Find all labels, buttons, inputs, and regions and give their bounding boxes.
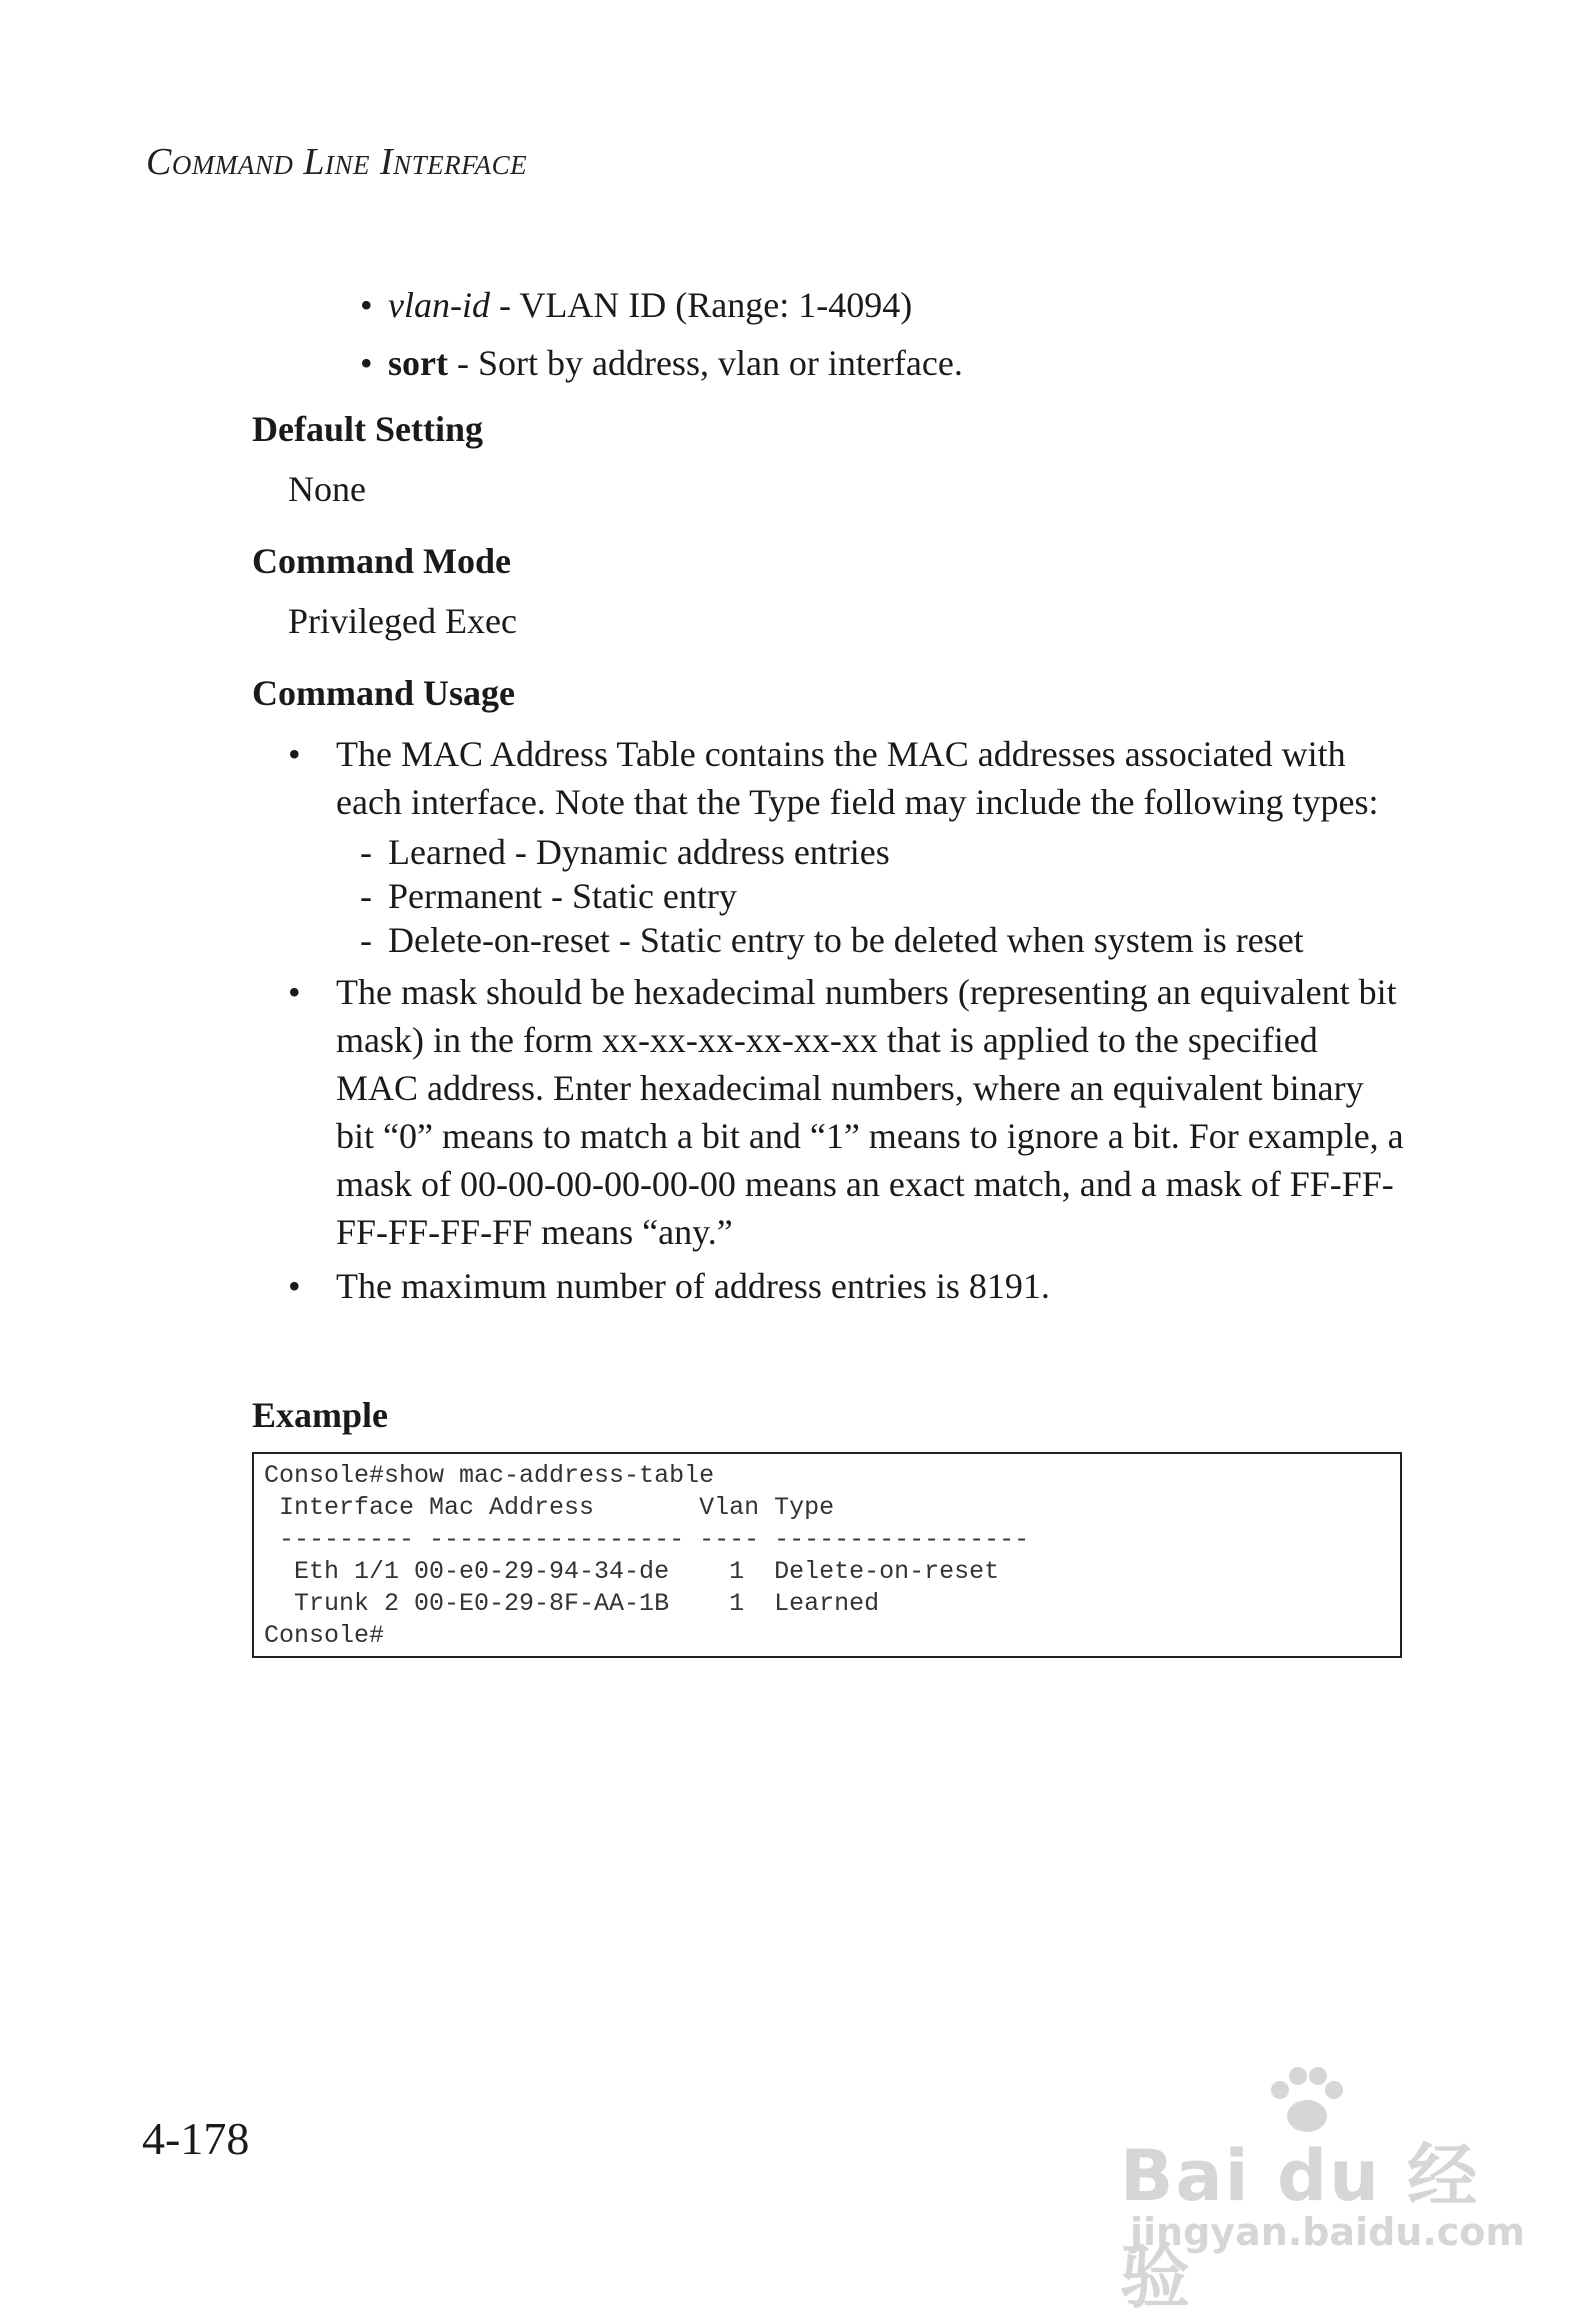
type-item: - Learned - Dynamic address entries (360, 832, 890, 872)
command-mode-heading: Command Mode (252, 541, 511, 581)
baidu-watermark (1120, 2060, 1525, 2318)
type-list (360, 830, 1408, 962)
type-item: - Permanent - Static entry (360, 876, 737, 916)
parameter-description: - Sort by address, vlan or interface. (447, 343, 963, 383)
parameter-description: - VLAN ID (Range: 1-4094) (489, 285, 913, 325)
command-mode-value: Privileged Exec (288, 601, 517, 641)
type-item: - Delete-on-reset - Static entry to be deleted when system is reset (360, 920, 1304, 960)
watermark-brand: Bai du 经验 (1120, 2135, 1480, 2318)
bullet: • (360, 285, 373, 325)
watermark-url: jingyan.baidu.com (1130, 2210, 1525, 2254)
code-line: Eth 1/1 00-e0-29-94-34-de 1 Delete-on-reset (264, 1557, 1000, 1586)
command-usage-list (288, 730, 1408, 1316)
parameter-sort (360, 334, 963, 392)
parameter-keyword: sort (388, 343, 448, 383)
code-line: Interface Mac Address Vlan Type (264, 1493, 835, 1522)
code-line: --------- ----------------- ---- ----------------- (264, 1525, 1030, 1554)
command-usage-heading: Command Usage (252, 673, 516, 713)
bullet: • (288, 1266, 301, 1306)
bullet: • (288, 734, 301, 774)
usage-item (288, 1262, 1408, 1310)
example-heading: Example (252, 1395, 389, 1435)
parameter-keyword: vlan-id (388, 285, 490, 325)
usage-text: The maximum number of address entries is 8191. (336, 1266, 1050, 1306)
usage-item (288, 730, 1408, 962)
code-line: Console#show mac-address-table (264, 1461, 715, 1490)
running-header: Command Line Interface (146, 141, 528, 183)
default-setting-value: None (288, 469, 366, 509)
code-line: Trunk 2 00-E0-29-8F-AA-1B 1 Learned (264, 1589, 880, 1618)
parameter-list (360, 276, 963, 392)
page-number: 4-178 (142, 2113, 250, 2164)
usage-item (288, 968, 1408, 1256)
usage-text: The mask should be hexadecimal numbers (representing an equivalent bit mask) in the form xx-xx-xx-xx-xx-xx that is applied to the specified MAC address. Enter hexadecimal numbers, where an equivalent binary bit “0” means to match a bit and “1” means to ignore a bit. For example, a mask of 00-00-00-00-00-00 means an exact match, and a mask of FF-FF-FF-FF-FF-FF means “any.” (336, 972, 1404, 1252)
parameter-vlan-id (360, 276, 963, 334)
default-setting-heading: Default Setting (252, 409, 483, 449)
usage-text: The MAC Address Table contains the MAC addresses associated with each interface. Note that the Type field may include the following types: (336, 734, 1379, 822)
example-code-block (252, 1452, 1402, 1658)
bullet: • (288, 972, 301, 1012)
bullet: • (360, 343, 373, 383)
code-line: Console# (264, 1621, 385, 1650)
